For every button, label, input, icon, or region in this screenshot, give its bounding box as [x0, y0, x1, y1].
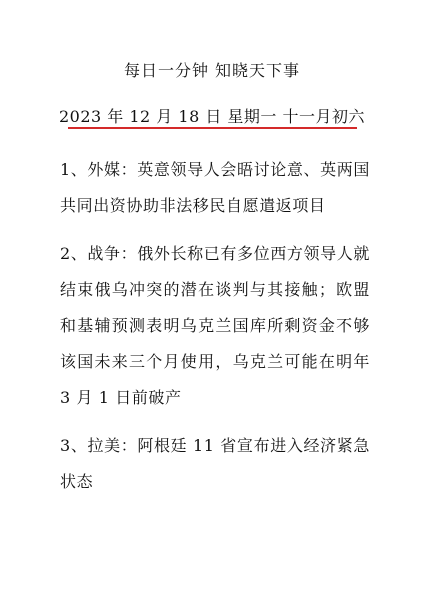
date-line: 2023 年 12 月 18 日 星期一 十一月初六 [58, 107, 366, 126]
news-item-2: 2、战争：俄外长称已有多位西方领导人就结束俄乌冲突的潜在谈判与其接触；欧盟和基辅预测表明乌克兰国库所剩资金不够该国未来三个月使用，乌克兰可能在明年 3 月 1 日前破产 [60, 244, 370, 407]
page-title: 每日一分钟 知晓天下事 [123, 61, 301, 80]
date-underline [68, 127, 357, 129]
news-item-1: 1、外媒：英意领导人会晤讨论意、英两国共同出资协助非法移民自愿遣返项目 [60, 160, 370, 215]
news-item-3: 3、拉美：阿根廷 11 省宣布进入经济紧急状态 [60, 436, 370, 491]
